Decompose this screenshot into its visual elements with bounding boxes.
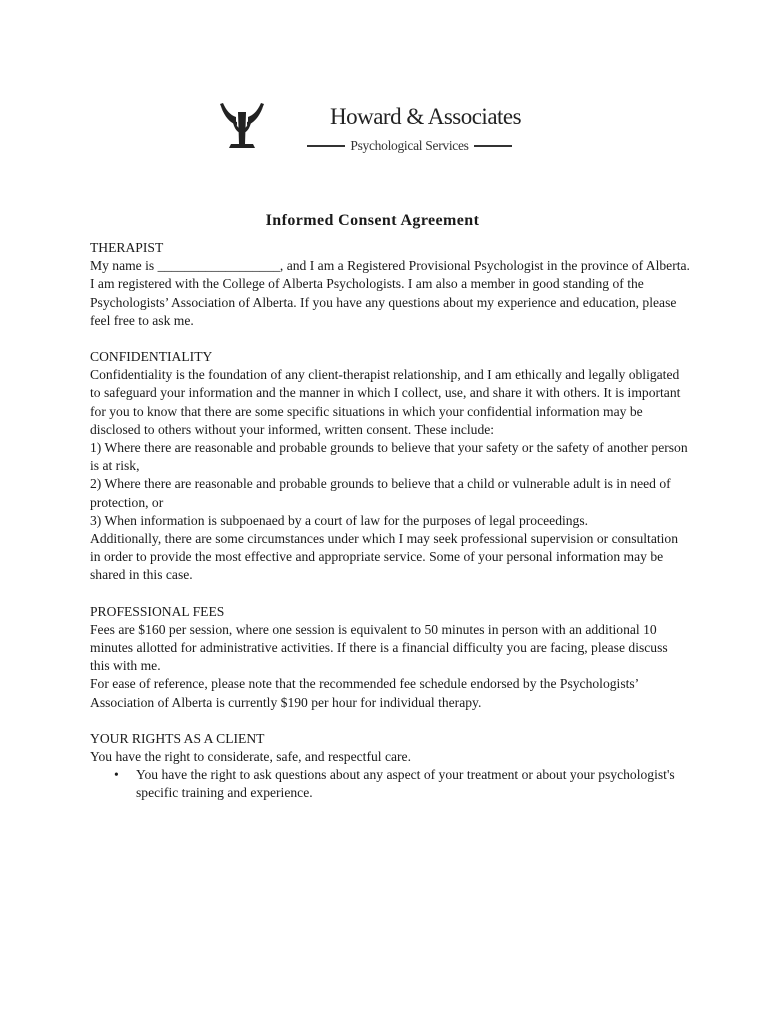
document-title: Informed Consent Agreement [265, 212, 480, 229]
therapist-heading: THERAPIST [90, 240, 164, 255]
firm-tagline: Psychological Services [350, 138, 469, 153]
firm-name: Howard & Associates [330, 104, 522, 129]
rights-section [90, 730, 690, 803]
confidentiality-heading: CONFIDENTIALITY [90, 349, 213, 365]
fees-reference: For ease of reference, please note that the recommended fee schedule endorsed by the Psychologists’ Association of Alberta is currently $190 per hour for individual therapy. [90, 676, 639, 710]
confidentiality-paragraph: Confidentiality is the foundation of any client-therapist relationship, and I am ethically and legally obligated to safeguard your information and the manner in which I collect, use, and share it with others. It is important for you to know that there are some specific situations in which your confidential information may be disclosed to others without your informed, written consent. These include: [90, 367, 681, 437]
fees-heading: PROFESSIONAL FEES [90, 603, 225, 619]
tagline-rule-right [474, 145, 512, 147]
confidentiality-item-1: 1) Where there are reasonable and probable grounds to believe that your safety or the safety of another person is at risk, [90, 440, 688, 474]
rights-heading: YOUR RIGHTS AS A CLIENT [90, 730, 265, 746]
tagline-rule-left [307, 145, 345, 147]
letterhead [0, 0, 770, 170]
psi-hands-icon [218, 100, 266, 150]
confidentiality-section [90, 348, 690, 585]
confidentiality-additional: Additionally, there are some circumstances under which I may seek professional supervision or consultation in order to provide the most effective and appropriate service. Some of your personal information may be shared in this case. [90, 531, 679, 583]
document-body [90, 239, 690, 821]
fees-paragraph: Fees are $160 per session, where one session is equivalent to 50 minutes in person with an additional 10 minutes allotted for administrative activities. If there is a financial difficulty you are facing, please discuss this with me. [90, 621, 668, 674]
confidentiality-item-2: 2) Where there are reasonable and probable grounds to believe that a child or vulnerable adult is in need of protection, or [90, 476, 671, 510]
therapist-paragraph: My name is __________________, and I am a Registered Provisional Psychologist in the province of Alberta. I am registered with the College of Alberta Psychologists. I am also a member in good standing of the Psychologists’ Association of Alberta. If you have any questions about my experience and education, please feel free to ask me. [90, 258, 690, 328]
rights-paragraph: You have the right to considerate, safe, and respectful care. [90, 749, 411, 765]
confidentiality-item-3: 3) When information is subpoenaed by a court of law for the purposes of legal proceedings. [90, 512, 589, 528]
rights-list [90, 766, 690, 802]
therapist-section [90, 239, 690, 330]
rights-list-item: • You have the right to ask questions about any aspect of your treatment or about your psychologist's specific training and experience. [114, 766, 690, 802]
firm-tagline-row [307, 137, 512, 155]
fees-section [90, 603, 690, 712]
